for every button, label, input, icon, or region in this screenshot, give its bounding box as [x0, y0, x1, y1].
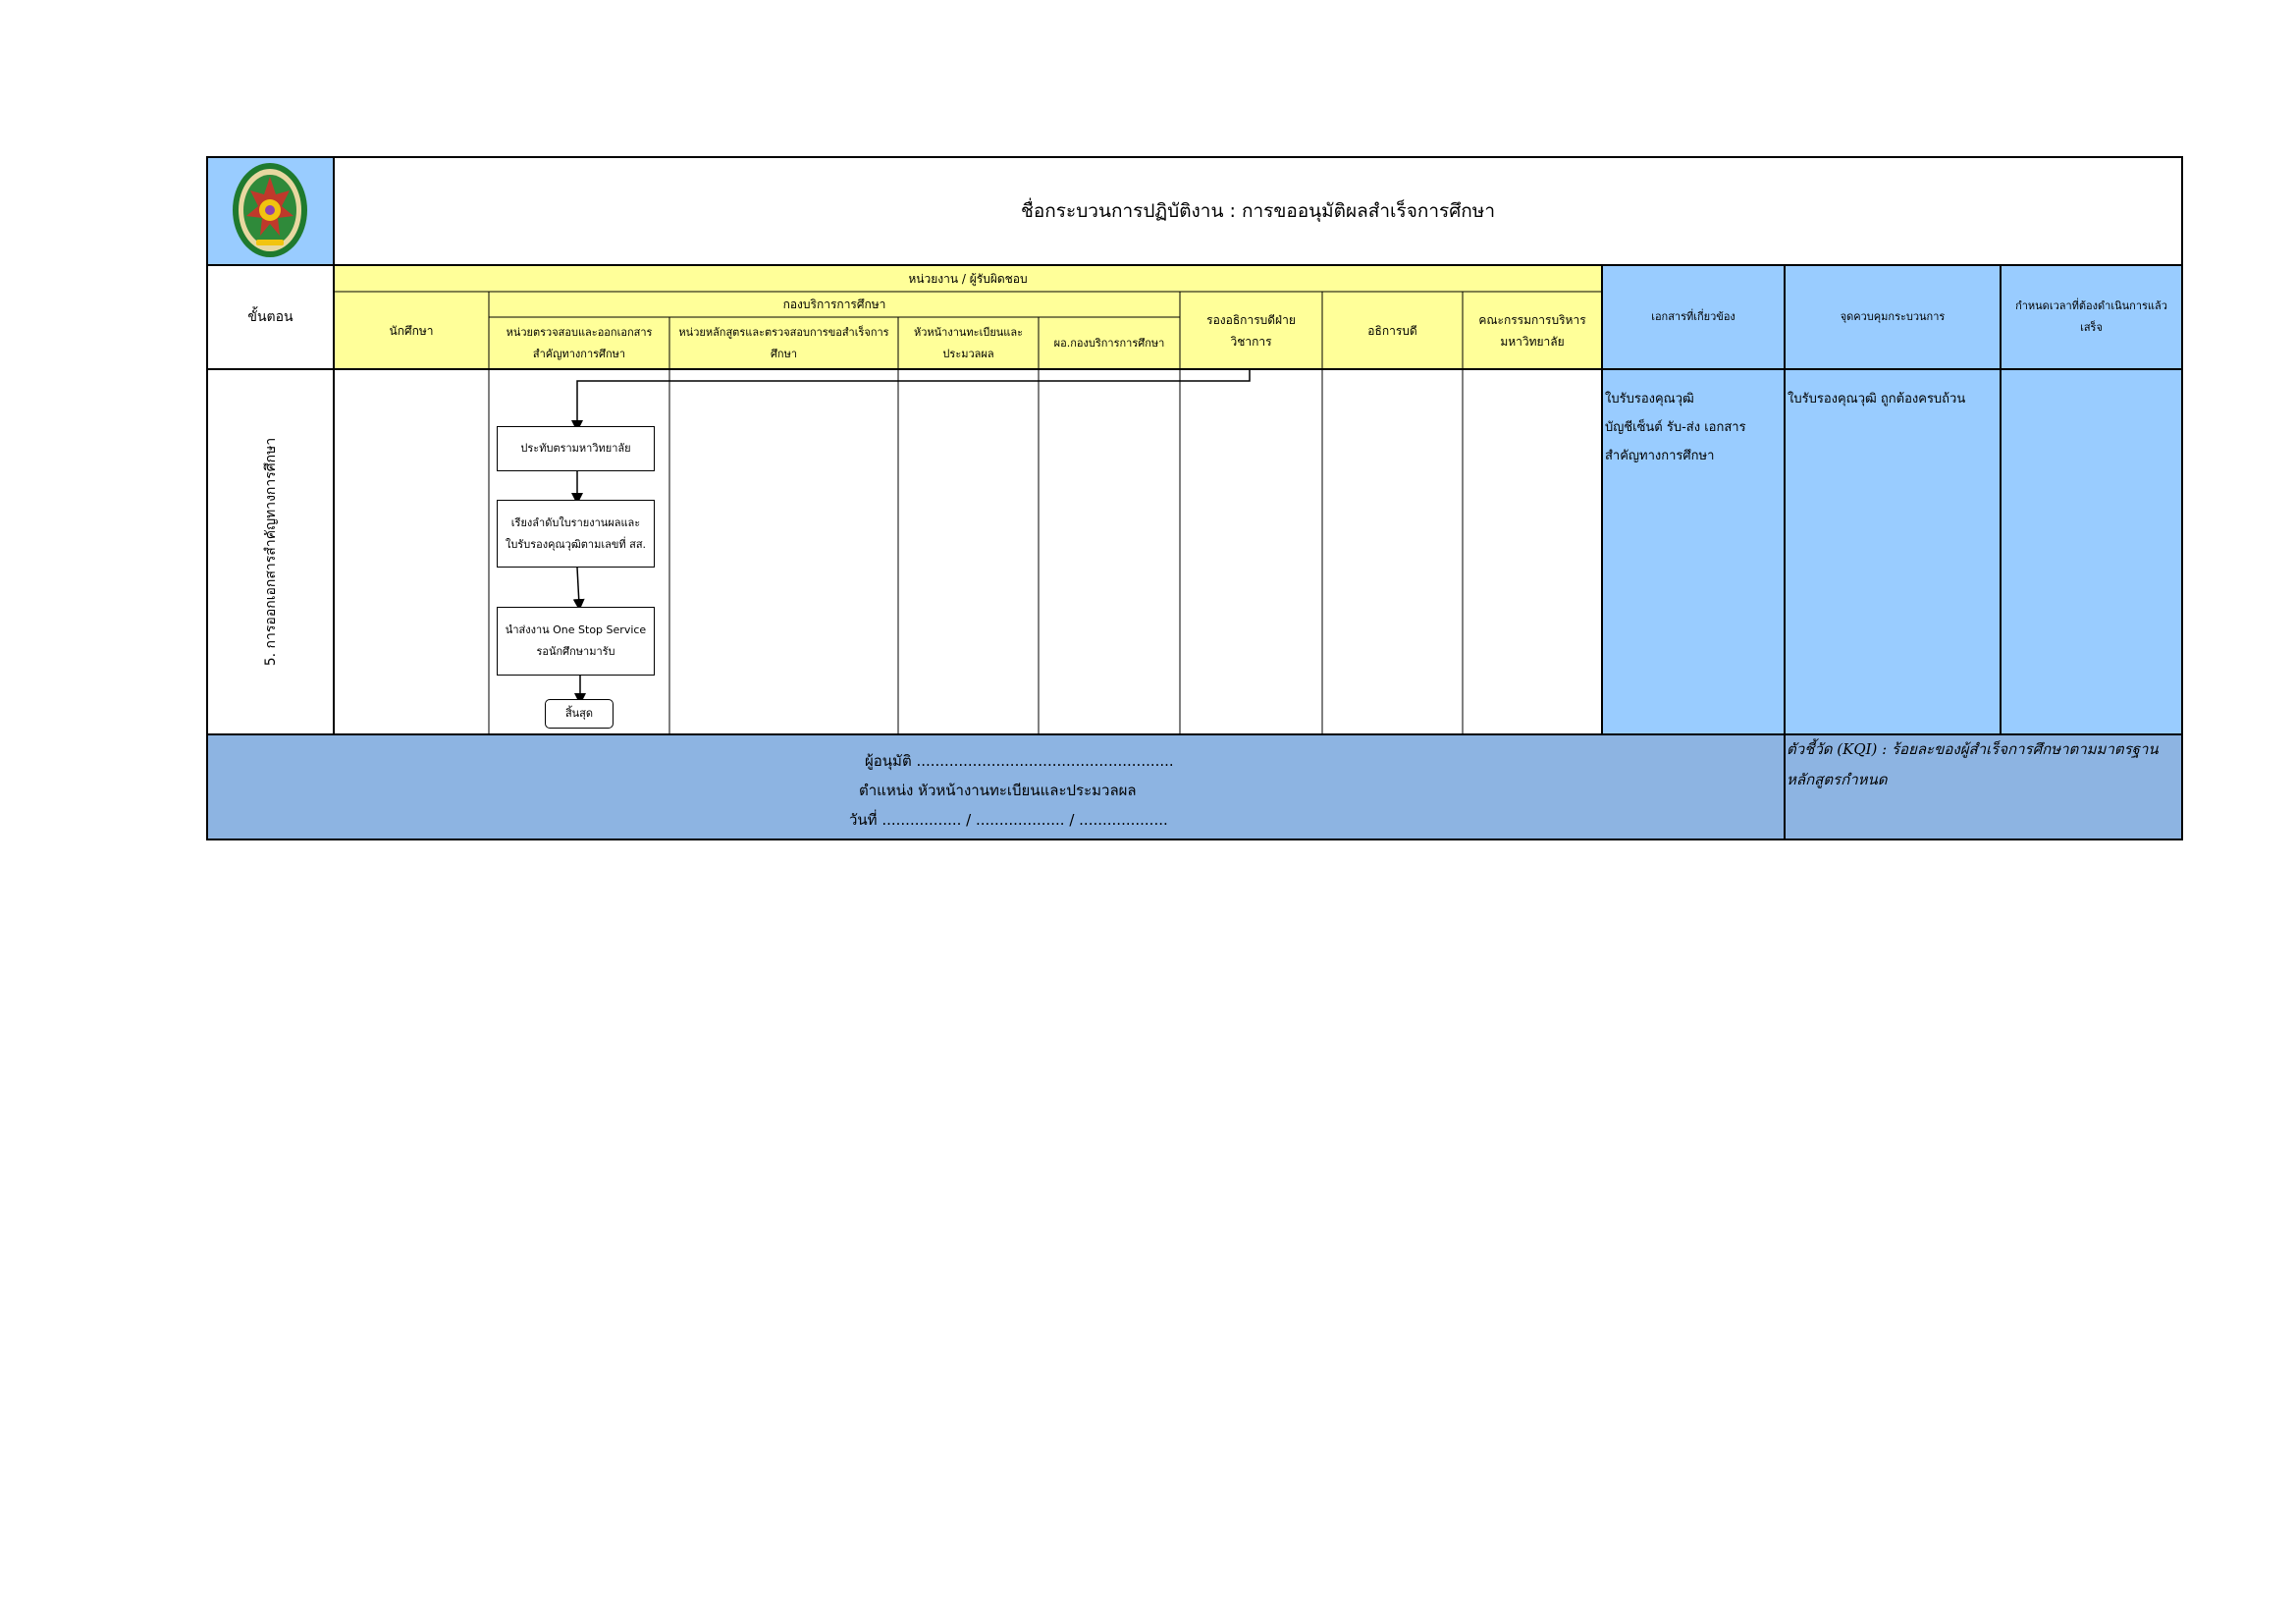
- president-header: อธิการบดี: [1322, 292, 1463, 369]
- document-item-3: สำคัญทางการศึกษา: [1605, 449, 1715, 463]
- footer-signature: [207, 734, 1785, 839]
- kpi-line-1: ตัวชี้วัด (KQI) : ร้อยละของผู้สำเร็จการศึกษาตามมาตรฐาน: [1787, 740, 2159, 758]
- position-line: ตำแหน่ง หัวหน้างานทะเบียนและประมวลผล: [859, 782, 1137, 799]
- division-subcol-4: ผอ.กองบริการการศึกษา: [1039, 317, 1180, 369]
- units-header: หน่วยงาน / ผู้รับผิดชอบ: [334, 265, 1602, 292]
- deadline-header: กำหนดเวลาที่ต้องดำเนินการแล้วเสร็จ: [2001, 265, 2182, 369]
- docs-header: เอกสารที่เกี่ยวข้อง: [1602, 265, 1785, 369]
- student-header: นักศึกษา: [334, 292, 489, 369]
- document-item-2: บัญชีเซ็นต์ รับ-ส่ง เอกสาร: [1605, 420, 1746, 435]
- connector-2-3: [577, 568, 579, 605]
- control-text: ใบรับรองคุณวุฒิ ถูกต้องครบถ้วน: [1788, 392, 1966, 406]
- flow-box-sort: เรียงลำดับใบรายงานผลและใบรับรองคุณวุฒิตามเลขที่ สส.: [497, 500, 655, 568]
- university-seal-icon: [231, 161, 309, 259]
- documents-cell: [1602, 369, 1785, 734]
- kpi-line-2: หลักสูตรกำหนด: [1787, 771, 1888, 788]
- date-line: วันที่ ................. / ................... / ...................: [849, 811, 1168, 829]
- division-subcol-2: หน่วยหลักสูตรและตรวจสอบการขอสำเร็จการศึกษา: [669, 317, 898, 369]
- deadline-cell: [2001, 369, 2182, 734]
- footer-kpi: [1785, 734, 2182, 839]
- incoming-connector: [577, 369, 1250, 426]
- committee-header: คณะกรรมการบริหารมหาวิทยาลัย: [1463, 292, 1602, 369]
- step-header: ขั้นตอน: [247, 309, 294, 325]
- page-title: ชื่อกระบวนการปฏิบัติงาน : การขออนุมัติผลสำเร็จการศึกษา: [1021, 200, 1495, 222]
- division-subcol-1: หน่วยตรวจสอบและออกเอกสารสำคัญทางการศึกษา: [489, 317, 669, 369]
- approver-line: ผู้อนุมัติ .......................................................: [865, 752, 1174, 770]
- control-header: จุดควบคุมกระบวนการ: [1785, 265, 2001, 369]
- step-label: 5. การออกเอกสารสำคัญทางการศึกษา: [262, 437, 279, 667]
- logo-cell: [207, 157, 334, 265]
- step-label-cell: [207, 369, 334, 734]
- document-item-1: ใบรับรองคุณวุฒิ: [1605, 392, 1694, 406]
- control-cell: [1785, 369, 2001, 734]
- flow-box-stamp: ประทับตรามหาวิทยาลัย: [497, 426, 655, 471]
- vp-header: รองอธิการบดีฝ่ายวิชาการ: [1180, 292, 1322, 369]
- division-header: กองบริการการศึกษา: [489, 292, 1180, 317]
- flow-box-end: สิ้นสุด: [545, 699, 614, 729]
- flow-box-send: นำส่งงาน One Stop Service รอนักศึกษามารับ: [497, 607, 655, 676]
- division-subcol-3: หัวหน้างานทะเบียนและประมวลผล: [898, 317, 1039, 369]
